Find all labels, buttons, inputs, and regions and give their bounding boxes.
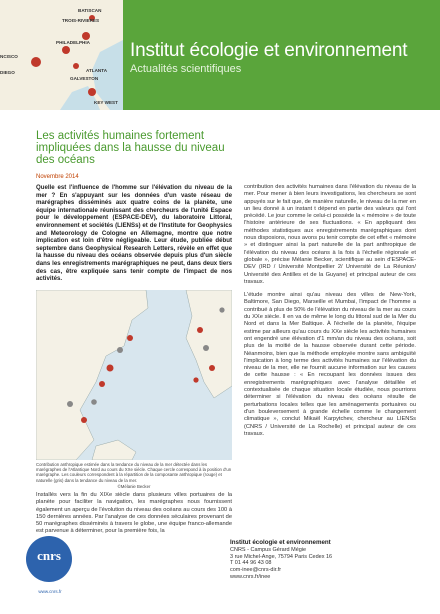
contact-line: CNRS - Campus Gérard Mégie [230,546,307,553]
gauge-marker [209,365,215,371]
contact-block [230,540,410,581]
figure-caption [36,462,232,489]
map-label: ATLANTA [86,68,108,73]
body-paragraph: L'étude montre ainsi qu'au niveau des villes de New-York, Baltimore, San Diego, Marseille et Mumbai, l'impact de l'homme a contribué à plus de 50% de l'élévation du niveau de la mer au cours du XXe siècle. Il en va de même le long du littoral sud de la Mer du Nord et dans la Mer Baltique. À l'échelle de la planète, l'équipe estime par ailleurs qu'au cours du XXe siècle les activités humaines ont engendré une élévation d'1 mm/an du niveau des océans, soit plus de la moitié de la hausse observée durant cette période. Néanmoins, bien que la méthode employée montre sans ambiguïté l'implication à long terme des activités humaines sur l'élévation du niveau de la mer, elle ne fournit aucune information sur les causes de cette hausse : « En recoupant les données issues des enregistrements marégraphiques avec l'analyse détaillée et contextualisée de chaque situation locale étudiée, nous pourrions déterminer si l'élévation du niveau des océans résulte de perturbations locales telles que les aménagements portuaires ou d'un bouleversement à grande échelle comme le changement climatique », conclut Mikaël Karpytchev, chercheur au LIENSs (CNRS / Université de La Rochelle) et principal auteur de ces travaux. [244,292,416,437]
article-date: Novembre 2014 [36,174,79,180]
contact-line: 3 rue Michel-Ange, 75794 Paris Cedex 16 [230,553,333,560]
sea-level-figure [36,290,232,460]
header-banner [0,0,440,110]
gauge-marker [91,399,97,405]
map-label: PHILADELPHIA [56,40,90,45]
gauge-marker [127,335,133,341]
map-label: NCISCO [0,54,18,59]
right-column-body [244,184,416,444]
contact-phone: T 01 44 96 43 08 [230,560,272,567]
body-paragraph: Installés vers la fin du XIXe siècle dans plusieurs villes portuaires de la planète pour faciliter la navigation, les marégraphes nous fournissent également un aperçu de l'évolution du niveau des océans au cours des 100 à 150 dernières années. Par l'analyse de ces données séculaires provenant de 50 marégraphes disséminés à travers le globe, une équipe franco-allemande est parvenue à déterminer, pour la première fois, la [36,492,232,535]
gauge-marker [197,327,203,333]
gauge-marker [107,365,114,372]
gauge-marker [219,307,224,312]
article-lead: Quelle est l'influence de l'homme sur l'élévation du niveau de la mer ? En s'appuyant sur les données d'un vaste réseau de marégraphes disséminés aux quatre coins de la planète, une équipe internationale réunissant des chercheurs de l'unité Espace pour le développement (ESPACE-DEV), du laboratoire Littoral, environnement et sociétés (LIENSs) et de l'Institute for Geophysics and Meteorology de Cologne en Allemagne, montre que notre implication est loin d'être négligeable. Leur étude, publiée début septembre dans Geophysical Research Letters, révèle en effet que la hausse du niveau des océans observée depuis plus d'un siècle dans les enregistrements marégraphiques ne peut, dans deux tiers des cas, être expliquée sans tenir compte de l'impact de nos activités. [36,184,232,283]
gauge-marker [193,377,198,382]
logo-text: cnrs [37,548,61,563]
map-label: TROIS-RIVIERES [62,18,100,23]
map-label: BATISCAN [78,8,102,13]
gauge-marker [117,347,123,353]
header-map-graphic [0,0,123,110]
cnrs-logo [26,536,72,582]
page-subtitle: Actualités scientifiques [130,63,242,75]
article-title: Les activités humaines fortement impliquées dans la hausse du niveau des océans [36,130,225,166]
left-column-body [36,492,232,542]
gauge-marker [67,401,73,407]
gauge-marker [81,417,87,423]
contact-title: Institut écologie et environnement [230,539,331,546]
gauge-marker [99,381,105,387]
map-label: KEY WEST [94,100,118,105]
map-label: GALVESTON [70,76,99,81]
figure-caption-text: Contribution anthropique estimée dans la tendance du niveau de la mer détectée dans les marégraphes de l'Atlantique Nord au cours du XXe siècle. Chaque cercle correspond à la position d'un marégraphe. Les couleurs correspondent à la répartition de la composante anthropique (rouge) et naturelle (gris) dans la tendance du niveau de la mer. [36,462,232,483]
figure-credit: ©Mélanie Becker [117,483,151,489]
gauge-marker [203,345,209,351]
contact-website-link[interactable]: www.cnrs.fr/inee [230,573,271,580]
page-title: Institut écologie et environnement [130,40,408,61]
contact-email-link[interactable]: com-inee@cnrs-dir.fr [230,567,282,574]
logo-url[interactable]: www.cnrs.fr [38,589,62,594]
body-paragraph: contribution des activités humaines dans l'élévation du niveau de la mer. Pour mener à bien leurs investigations, les chercheurs se sont appuyés sur le fait que, de manière naturelle, le niveau de la mer en un lieu donné à un instant t dépend en partie des valeurs qui l'ont précédé. Le jour comme le celui-ci possède la « mémoire » de toute l'histoire antérieure de ses fluctuations. « En appliquant des méthodes statistiques aux enregistrements marégraphiques dont nous disposions, nous avons pu tenir compte de cet effet « mémoire » et distinguer ainsi la part naturelle de la part anthropique de l'élévation du niveau des océans à la fois à l'échelle régionale et globale », précise Mélanie Becker, scientifique au sein d'ESPACE-DEV (IRD / Université Montpellier 2/ Université de La Réunion/ Université des Antilles et de la Guyane) et principal auteur de ces travaux. [244,184,416,285]
header-map-image [0,0,123,110]
sea-level-map [36,290,232,460]
map-label: DIEGO [0,70,15,75]
